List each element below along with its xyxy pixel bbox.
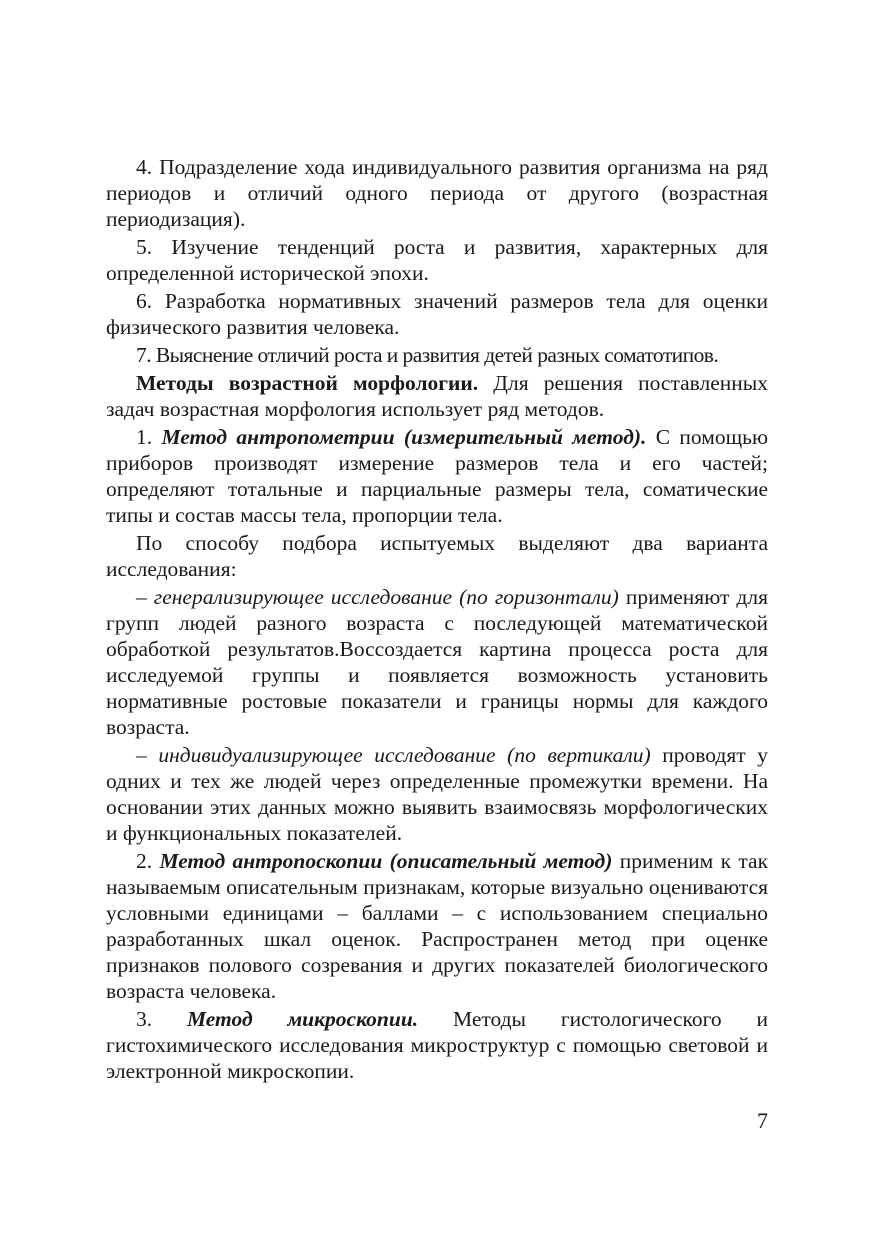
text-run: 5. Изучение тенденций роста и развития, характерных для определенной исторической эпохи. [106,235,768,285]
method-2-paragraph [106,848,768,1004]
variant-individualizing-paragraph [106,742,768,846]
method-1-title: Метод антропометрии (измерительный метод). [161,425,647,449]
text-run: 4. Подразделение хода индивидуального развития организма на ряд периодов и отличий одного периода от другого (возрастная периодизация). [106,155,768,231]
variant-generalizing-term: – генерализирующее исследование (по горизонтали) [136,585,619,609]
text-run: Методы гистологического и гистохимического исследования микроструктур с помощью световой и электронной микроскопии. [106,1007,768,1083]
methods-intro-paragraph [106,370,768,422]
text-run: 6. Разработка нормативных значений размеров тела для оценки физического развития человека. [106,289,768,339]
paragraph-5 [106,234,768,286]
text-run: применяют для групп людей разного возраста с последующей математической обработкой результатов.Воссоздается картина процесса роста для исследуемой группы и появляется возможность установить нормативные ростовые показатели и границы нормы для каждого возраста. [106,585,768,739]
paragraph-6 [106,288,768,340]
section-heading: Методы возрастной морфологии. [136,371,479,395]
page-body [106,154,768,1086]
paragraph-7 [106,342,768,368]
variant-individualizing-term: – индивидуализирующее исследование (по вертикали) [136,743,651,767]
text-run: 7. Выяснение отличий роста и развития детей разных соматотипов. [136,343,719,367]
list-number: 2. [136,849,160,873]
method-1-paragraph [106,424,768,528]
list-number: 3. [136,1007,187,1031]
page-number: 7 [757,1108,768,1133]
variants-paragraph [106,530,768,582]
text-run: По способу подбора испытуемых выделяют два варианта исследования: [106,531,768,581]
text-run: Для решения поставленных задач возрастная морфология использует ряд методов. [106,371,768,421]
method-2-title: Метод антропоскопии (описательный метод) [159,849,613,873]
paragraph-4 [106,154,768,232]
variant-generalizing-paragraph [106,584,768,740]
text-run: проводят у одних и тех же людей через определенные промежутки времени. На основании этих данных можно выявить взаимосвязь морфологических и функциональных показателей. [106,743,768,845]
list-number: 1. [136,425,162,449]
text-run: применим к так называемым описательным признакам, которые визуально оцениваются условными единицами – баллами – с использованием специально разработанных шкал оценок. Распространен метод при оценке признаков полового созревания и других показателей биологического возраста человека. [106,849,769,1003]
text-run: С помощью приборов производят измерение размеров тела и его частей; определяют тотальные и парциальные размеры тела, соматические типы и состав массы тела, пропорции тела. [106,425,769,527]
method-3-title: Метод микроскопии. [186,1007,419,1031]
method-3-paragraph [106,1006,768,1084]
